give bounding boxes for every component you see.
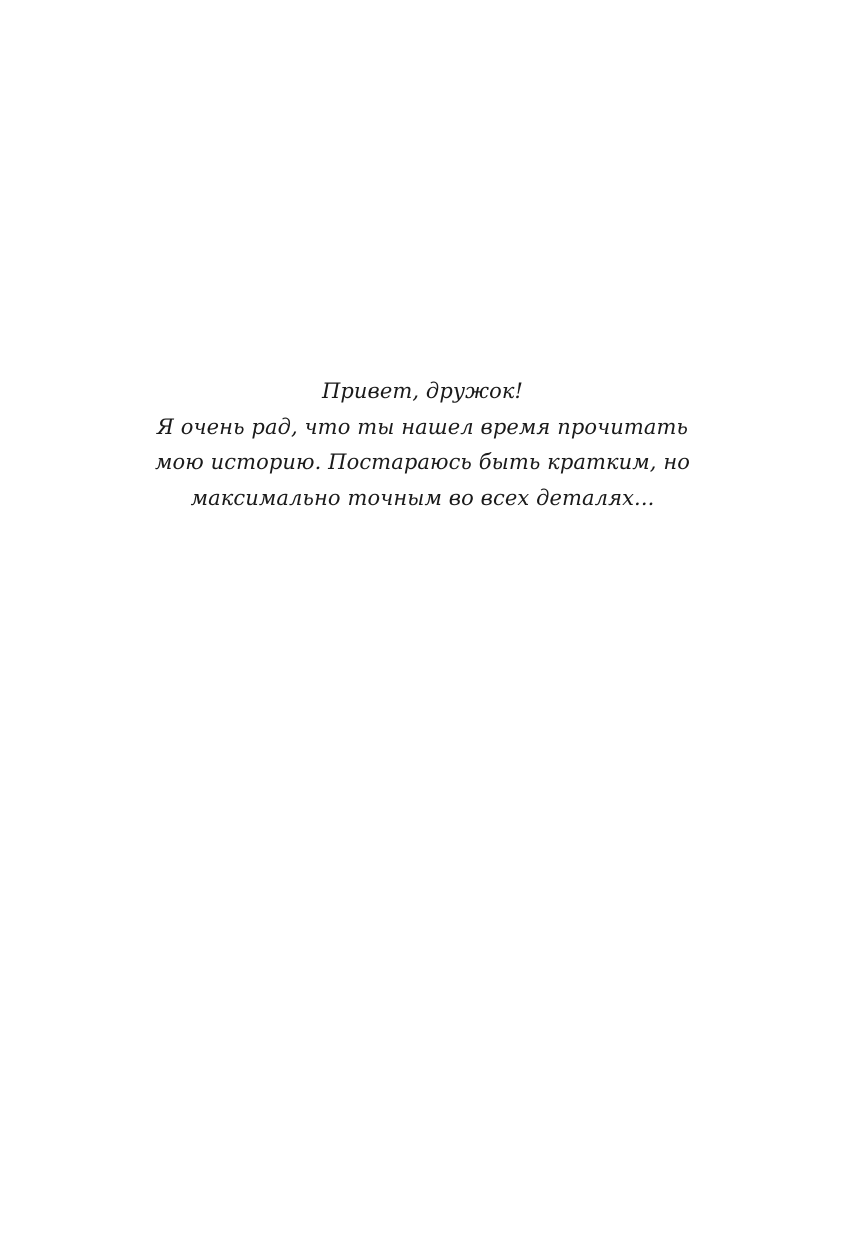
epigraph-line: Я очень рад, что ты нашел время прочитать bbox=[156, 414, 689, 439]
epigraph-text bbox=[0, 374, 845, 516]
epigraph-line: мою историю. Постараюсь быть кратким, но bbox=[155, 450, 690, 474]
epigraph-line: максимально точным во всех деталях... bbox=[190, 485, 655, 510]
epigraph-line: Привет, дружок! bbox=[321, 379, 524, 403]
